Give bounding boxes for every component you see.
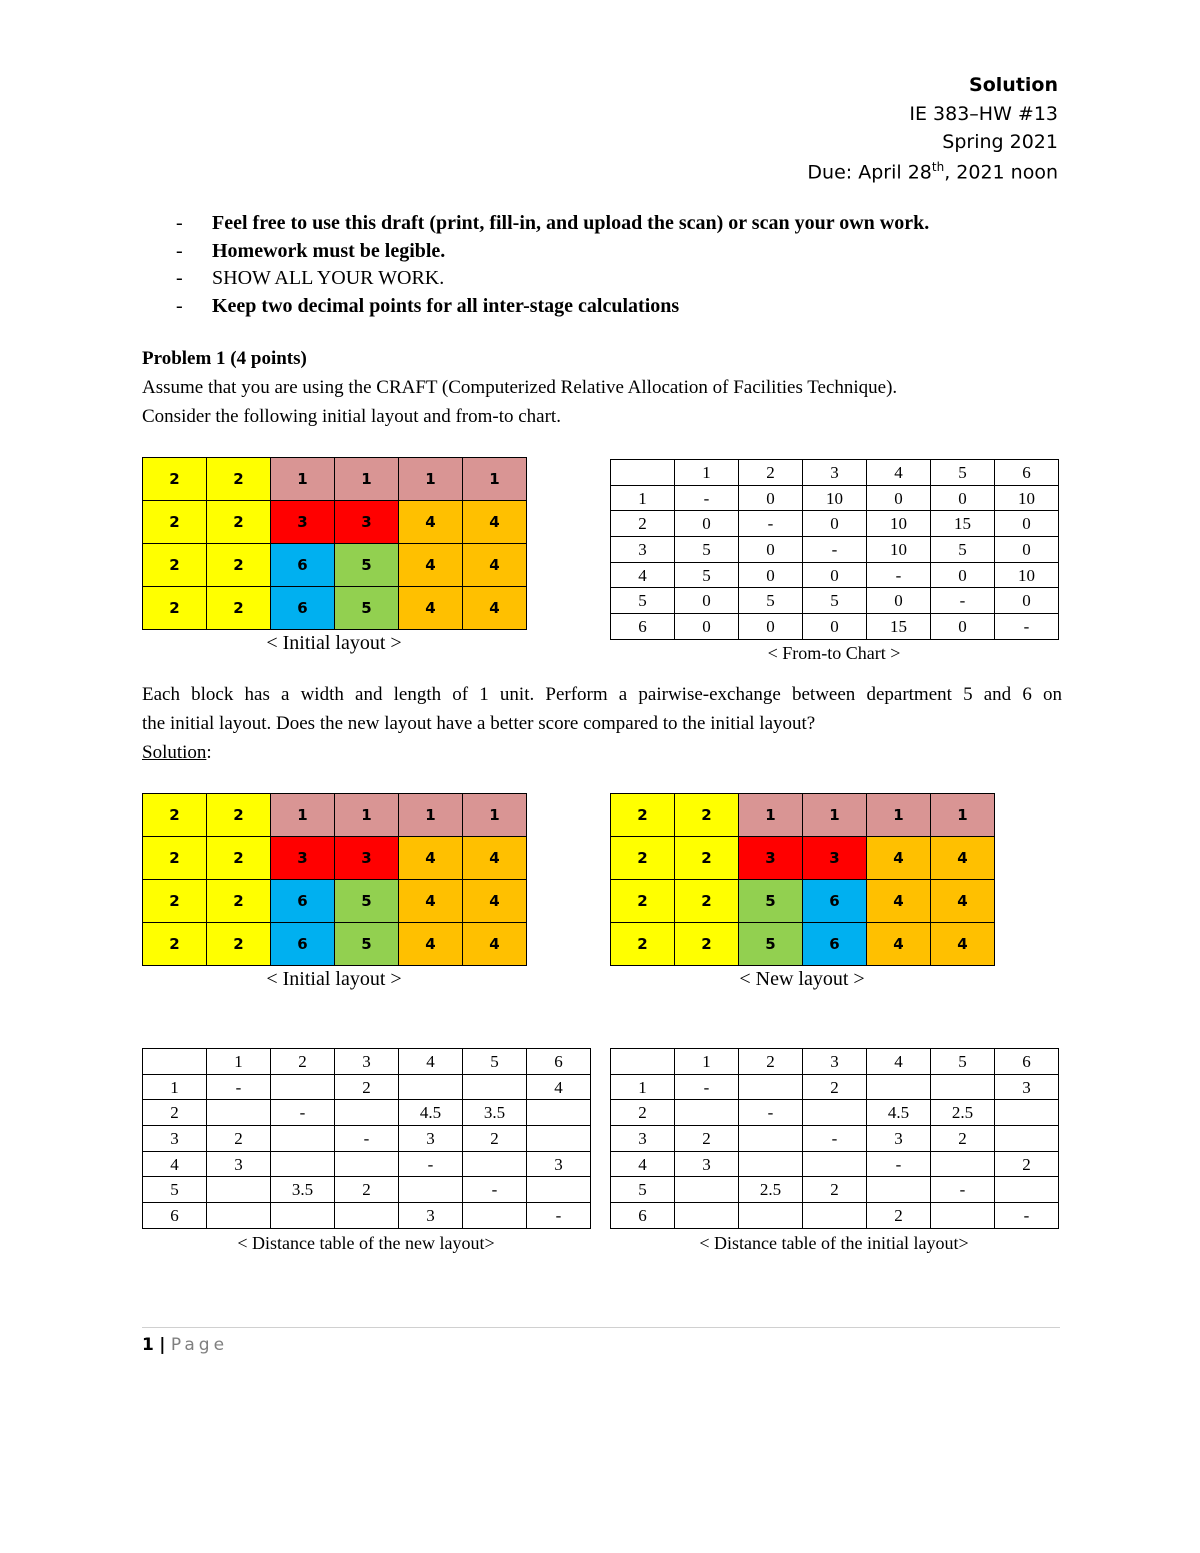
layout-row xyxy=(143,880,527,923)
layout-cell: 1 xyxy=(803,794,867,837)
layout-cell: 4 xyxy=(931,923,995,966)
problem-intro-line2: Consider the following initial layout and from-to chart. xyxy=(142,406,561,427)
table-cell: 0 xyxy=(739,485,803,511)
table-cell: 0 xyxy=(931,614,995,640)
table-cell: - xyxy=(995,614,1059,640)
table-cell xyxy=(527,1177,591,1203)
table-header-cell: 4 xyxy=(143,1151,207,1177)
table-cell: - xyxy=(995,1203,1059,1229)
table-row xyxy=(611,485,1059,511)
table-cell: - xyxy=(675,485,739,511)
table-cell: 3 xyxy=(207,1151,271,1177)
table-header-cell: 3 xyxy=(611,537,675,563)
layout-cell: 4 xyxy=(463,923,527,966)
course-label: IE 383–HW #13 xyxy=(909,103,1058,125)
table-header-cell: 4 xyxy=(611,1151,675,1177)
layout-cell: 2 xyxy=(207,880,271,923)
table-cell: 2 xyxy=(931,1126,995,1152)
layout-cell: 5 xyxy=(335,544,399,587)
layout-cell: 5 xyxy=(739,880,803,923)
table-cell xyxy=(335,1100,399,1126)
solution-initial-caption: < Initial layout > xyxy=(266,968,402,990)
distance-table-initial xyxy=(610,1048,1059,1229)
table-row xyxy=(611,1074,1059,1100)
initial-layout-caption: < Initial layout > xyxy=(266,632,402,654)
table-cell xyxy=(399,1074,463,1100)
layout-cell: 1 xyxy=(463,794,527,837)
term-label: Spring 2021 xyxy=(942,131,1058,153)
table-row xyxy=(143,1203,591,1229)
table-cell: 0 xyxy=(739,562,803,588)
table-cell: - xyxy=(527,1203,591,1229)
layout-cell: 5 xyxy=(739,923,803,966)
layout-cell: 2 xyxy=(143,501,207,544)
table-cell: 0 xyxy=(995,588,1059,614)
from-to-caption: < From-to Chart > xyxy=(767,643,901,663)
layout-cell: 4 xyxy=(463,880,527,923)
table-header-cell xyxy=(611,460,675,486)
table-cell: 2 xyxy=(335,1177,399,1203)
instruction-text: Keep two decimal points for all inter-stage calculations xyxy=(212,294,680,317)
table-cell xyxy=(527,1126,591,1152)
table-header-cell: 5 xyxy=(143,1177,207,1203)
table-cell: 15 xyxy=(931,511,995,537)
table-cell xyxy=(931,1203,995,1229)
table-header-cell xyxy=(611,1049,675,1075)
layout-cell: 2 xyxy=(143,794,207,837)
layout-row xyxy=(143,794,527,837)
layout-cell: 2 xyxy=(207,794,271,837)
table-cell: 5 xyxy=(739,588,803,614)
table-header-cell: 2 xyxy=(739,1049,803,1075)
footer-separator: | xyxy=(159,1335,166,1355)
instruction-text: SHOW ALL YOUR WORK. xyxy=(212,267,445,289)
table-cell: 2 xyxy=(995,1151,1059,1177)
table-cell: 2 xyxy=(803,1074,867,1100)
table-row xyxy=(143,1151,591,1177)
table-cell: 2 xyxy=(867,1203,931,1229)
table-cell xyxy=(335,1203,399,1229)
table-cell: 15 xyxy=(867,614,931,640)
layout-cell: 3 xyxy=(739,837,803,880)
table-cell: 0 xyxy=(739,537,803,563)
table-cell: 0 xyxy=(739,614,803,640)
table-cell: - xyxy=(803,537,867,563)
layout-cell: 5 xyxy=(335,880,399,923)
table-cell xyxy=(867,1074,931,1100)
table-header-row xyxy=(611,460,1059,486)
layout-cell: 4 xyxy=(399,501,463,544)
layout-row xyxy=(143,837,527,880)
layout-row xyxy=(143,923,527,966)
table-header-cell: 2 xyxy=(271,1049,335,1075)
layout-cell: 2 xyxy=(611,837,675,880)
problem-title: Problem 1 (4 points) xyxy=(142,348,307,369)
table-cell: 0 xyxy=(803,511,867,537)
table-row xyxy=(611,588,1059,614)
table-row xyxy=(611,614,1059,640)
layout-cell: 4 xyxy=(463,837,527,880)
layout-cell: 5 xyxy=(335,923,399,966)
table-cell: - xyxy=(803,1126,867,1152)
table-cell: 4 xyxy=(527,1074,591,1100)
table-header-cell: 3 xyxy=(803,1049,867,1075)
layout-cell: 2 xyxy=(675,837,739,880)
table-cell: 5 xyxy=(675,562,739,588)
layout-cell: 4 xyxy=(867,880,931,923)
table-header-cell: 5 xyxy=(611,588,675,614)
table-cell: - xyxy=(335,1126,399,1152)
table-header-cell: 1 xyxy=(611,1074,675,1100)
table-cell: - xyxy=(207,1074,271,1100)
table-cell: 0 xyxy=(803,614,867,640)
table-cell: 0 xyxy=(995,511,1059,537)
solution-label: Solution: xyxy=(142,742,212,763)
layout-cell: 1 xyxy=(335,458,399,501)
question-line2: the initial layout. Does the new layout have a better score compared to the initial layout? xyxy=(142,713,816,734)
table-cell: 3 xyxy=(995,1074,1059,1100)
layout-cell: 2 xyxy=(675,794,739,837)
layout-cell: 2 xyxy=(143,880,207,923)
layout-row xyxy=(611,837,995,880)
table-row xyxy=(611,1203,1059,1229)
table-cell xyxy=(207,1177,271,1203)
table-cell xyxy=(675,1177,739,1203)
table-cell xyxy=(463,1074,527,1100)
table-cell: 5 xyxy=(931,537,995,563)
table-row xyxy=(143,1177,591,1203)
due-date xyxy=(807,160,1058,183)
table-header-cell: 1 xyxy=(143,1074,207,1100)
table-cell: 0 xyxy=(675,614,739,640)
table-header-cell: 2 xyxy=(739,460,803,486)
table-cell xyxy=(207,1100,271,1126)
table-cell: 5 xyxy=(675,537,739,563)
solution-initial-layout-grid xyxy=(142,793,527,966)
table-cell xyxy=(803,1203,867,1229)
table-row xyxy=(611,1126,1059,1152)
table-cell: 4.5 xyxy=(399,1100,463,1126)
table-cell xyxy=(271,1074,335,1100)
page-footer xyxy=(142,1335,228,1355)
layout-cell: 4 xyxy=(399,880,463,923)
table-cell: 3 xyxy=(867,1126,931,1152)
table-cell xyxy=(271,1126,335,1152)
layout-cell: 6 xyxy=(803,923,867,966)
instruction-item: - Homework must be legible. xyxy=(176,239,446,262)
table-cell xyxy=(463,1151,527,1177)
layout-cell: 1 xyxy=(271,794,335,837)
table-header-cell: 5 xyxy=(931,460,995,486)
instruction-item: - SHOW ALL YOUR WORK. xyxy=(176,267,445,289)
layout-cell: 2 xyxy=(207,458,271,501)
table-row xyxy=(611,511,1059,537)
table-cell: - xyxy=(739,1100,803,1126)
table-header-cell: 1 xyxy=(611,485,675,511)
solution-label-text: Solution xyxy=(142,742,207,763)
table-cell: 2.5 xyxy=(931,1100,995,1126)
table-row xyxy=(143,1126,591,1152)
table-row xyxy=(143,1074,591,1100)
layout-row xyxy=(611,880,995,923)
instruction-text: Feel free to use this draft (print, fill-in, and upload the scan) or scan your own work. xyxy=(212,212,930,234)
layout-row xyxy=(611,923,995,966)
due-prefix: Due: April 28 xyxy=(807,161,932,184)
table-cell: 0 xyxy=(675,511,739,537)
problem-intro-line1: Assume that you are using the CRAFT (Computerized Relative Allocation of Facilities Technique). xyxy=(142,377,898,398)
table-header-cell: 6 xyxy=(527,1049,591,1075)
layout-cell: 4 xyxy=(931,837,995,880)
table-cell xyxy=(739,1203,803,1229)
table-header-cell: 3 xyxy=(335,1049,399,1075)
layout-cell: 3 xyxy=(803,837,867,880)
table-cell: 2 xyxy=(675,1126,739,1152)
table-header-cell: 5 xyxy=(931,1049,995,1075)
table-cell: 10 xyxy=(995,485,1059,511)
instruction-text: Homework must be legible. xyxy=(212,239,446,262)
layout-cell: 2 xyxy=(675,880,739,923)
table-cell: 0 xyxy=(675,588,739,614)
table-row xyxy=(611,1151,1059,1177)
layout-cell: 4 xyxy=(399,837,463,880)
table-cell xyxy=(803,1151,867,1177)
table-row xyxy=(611,1100,1059,1126)
layout-cell: 1 xyxy=(739,794,803,837)
table-header-cell: 4 xyxy=(867,1049,931,1075)
table-cell xyxy=(271,1151,335,1177)
layout-cell: 1 xyxy=(399,794,463,837)
table-header-cell: 4 xyxy=(399,1049,463,1075)
table-cell xyxy=(675,1203,739,1229)
layout-cell: 4 xyxy=(463,587,527,630)
layout-cell: 3 xyxy=(335,837,399,880)
layout-row xyxy=(143,587,527,630)
distance-initial-caption: < Distance table of the initial layout> xyxy=(699,1233,969,1253)
table-row xyxy=(611,1177,1059,1203)
table-cell xyxy=(803,1100,867,1126)
footer-divider xyxy=(142,1327,1060,1328)
layout-cell: 5 xyxy=(335,587,399,630)
table-cell xyxy=(739,1126,803,1152)
table-cell xyxy=(867,1177,931,1203)
table-cell: 3 xyxy=(399,1203,463,1229)
layout-cell: 3 xyxy=(271,837,335,880)
page-number: 1 xyxy=(142,1335,154,1355)
layout-cell: 2 xyxy=(143,923,207,966)
table-cell xyxy=(995,1126,1059,1152)
table-header-cell: 3 xyxy=(803,460,867,486)
layout-cell: 4 xyxy=(867,837,931,880)
table-cell: - xyxy=(399,1151,463,1177)
layout-cell: 2 xyxy=(675,923,739,966)
instructions-list xyxy=(142,212,1082,322)
layout-cell: 1 xyxy=(867,794,931,837)
table-header-cell: 2 xyxy=(611,511,675,537)
table-cell: 2 xyxy=(803,1177,867,1203)
table-cell: - xyxy=(271,1100,335,1126)
table-cell: 3 xyxy=(527,1151,591,1177)
layout-cell: 6 xyxy=(271,544,335,587)
table-cell: 2 xyxy=(463,1126,527,1152)
table-cell xyxy=(463,1203,527,1229)
layout-cell: 6 xyxy=(271,587,335,630)
layout-cell: 4 xyxy=(867,923,931,966)
table-header-cell: 6 xyxy=(143,1203,207,1229)
layout-cell: 2 xyxy=(207,837,271,880)
table-cell xyxy=(995,1177,1059,1203)
table-row xyxy=(611,537,1059,563)
layout-cell: 2 xyxy=(611,880,675,923)
layout-cell: 6 xyxy=(803,880,867,923)
table-cell: 3.5 xyxy=(463,1100,527,1126)
table-cell xyxy=(931,1151,995,1177)
table-cell: 10 xyxy=(803,485,867,511)
table-cell xyxy=(675,1100,739,1126)
table-cell: 2 xyxy=(335,1074,399,1100)
layout-cell: 4 xyxy=(463,544,527,587)
layout-cell: 6 xyxy=(271,923,335,966)
table-header-cell xyxy=(143,1049,207,1075)
layout-cell: 2 xyxy=(207,544,271,587)
initial-layout-grid xyxy=(142,457,527,630)
table-header-cell: 3 xyxy=(611,1126,675,1152)
layout-cell: 4 xyxy=(399,923,463,966)
table-cell xyxy=(995,1100,1059,1126)
table-header-cell: 6 xyxy=(995,460,1059,486)
table-cell: 5 xyxy=(803,588,867,614)
table-cell: 4.5 xyxy=(867,1100,931,1126)
table-cell: 3 xyxy=(675,1151,739,1177)
table-cell xyxy=(527,1100,591,1126)
new-layout-grid xyxy=(610,793,995,966)
layout-cell: 4 xyxy=(399,544,463,587)
page-word: Page xyxy=(170,1335,229,1355)
table-cell: 0 xyxy=(931,562,995,588)
table-cell: 0 xyxy=(867,485,931,511)
table-header-cell: 5 xyxy=(463,1049,527,1075)
table-cell xyxy=(931,1074,995,1100)
table-header-cell: 5 xyxy=(611,1177,675,1203)
table-row xyxy=(611,562,1059,588)
new-layout-caption: < New layout > xyxy=(739,968,865,990)
instruction-item: - Feel free to use this draft (print, fill-in, and upload the scan) or scan your own work. xyxy=(176,212,930,234)
table-header-cell: 2 xyxy=(611,1100,675,1126)
table-header-cell: 2 xyxy=(143,1100,207,1126)
table-cell: 0 xyxy=(995,537,1059,563)
table-cell: 3 xyxy=(399,1126,463,1152)
layout-cell: 1 xyxy=(335,794,399,837)
table-cell: 10 xyxy=(995,562,1059,588)
table-cell: - xyxy=(867,1151,931,1177)
layout-cell: 2 xyxy=(207,923,271,966)
table-row xyxy=(143,1100,591,1126)
table-cell xyxy=(739,1074,803,1100)
table-cell: 10 xyxy=(867,511,931,537)
table-cell xyxy=(739,1151,803,1177)
table-header-cell: 6 xyxy=(995,1049,1059,1075)
layout-cell: 2 xyxy=(143,458,207,501)
table-cell: 3.5 xyxy=(271,1177,335,1203)
table-header-cell: 1 xyxy=(675,460,739,486)
table-header-cell: 4 xyxy=(611,562,675,588)
table-cell: - xyxy=(675,1074,739,1100)
table-cell: - xyxy=(463,1177,527,1203)
layout-cell: 3 xyxy=(271,501,335,544)
layout-cell: 1 xyxy=(271,458,335,501)
table-cell xyxy=(207,1203,271,1229)
distance-table-new xyxy=(142,1048,591,1229)
layout-row xyxy=(143,458,527,501)
table-cell: - xyxy=(867,562,931,588)
table-cell: 0 xyxy=(803,562,867,588)
table-cell: 0 xyxy=(867,588,931,614)
table-cell: 0 xyxy=(931,485,995,511)
due-sup: th xyxy=(931,160,945,174)
layout-cell: 6 xyxy=(271,880,335,923)
table-cell: - xyxy=(931,1177,995,1203)
layout-row xyxy=(143,544,527,587)
table-header-cell: 1 xyxy=(675,1049,739,1075)
layout-cell: 4 xyxy=(399,587,463,630)
table-cell xyxy=(335,1151,399,1177)
instruction-item: - Keep two decimal points for all inter-stage calculations xyxy=(176,294,680,317)
layout-cell: 1 xyxy=(463,458,527,501)
table-cell: 2 xyxy=(207,1126,271,1152)
layout-cell: 3 xyxy=(335,501,399,544)
table-cell xyxy=(271,1203,335,1229)
layout-cell: 2 xyxy=(143,544,207,587)
table-cell xyxy=(399,1177,463,1203)
layout-cell: 2 xyxy=(143,587,207,630)
layout-row xyxy=(611,794,995,837)
layout-cell: 1 xyxy=(931,794,995,837)
table-header-cell: 6 xyxy=(611,614,675,640)
due-suffix: , 2021 noon xyxy=(944,161,1058,184)
layout-cell: 2 xyxy=(143,837,207,880)
layout-row xyxy=(143,501,527,544)
layout-cell: 2 xyxy=(207,501,271,544)
table-header-cell: 6 xyxy=(611,1203,675,1229)
doc-title: Solution xyxy=(969,74,1058,96)
table-cell: - xyxy=(739,511,803,537)
table-cell: - xyxy=(931,588,995,614)
from-to-chart xyxy=(610,459,1059,640)
table-cell: 2.5 xyxy=(739,1177,803,1203)
table-header-cell: 1 xyxy=(207,1049,271,1075)
layout-cell: 2 xyxy=(611,794,675,837)
table-header-row xyxy=(611,1049,1059,1075)
layout-cell: 1 xyxy=(399,458,463,501)
layout-cell: 4 xyxy=(463,501,527,544)
distance-new-caption: < Distance table of the new layout> xyxy=(237,1233,495,1253)
layout-cell: 2 xyxy=(207,587,271,630)
question-line1: Each block has a width and length of 1 unit. Perform a pairwise-exchange between department 5 and 6 on xyxy=(142,684,1062,705)
table-header-cell: 3 xyxy=(143,1126,207,1152)
table-cell: 10 xyxy=(867,537,931,563)
table-header-row xyxy=(143,1049,591,1075)
layout-cell: 4 xyxy=(931,880,995,923)
layout-cell: 2 xyxy=(611,923,675,966)
table-header-cell: 4 xyxy=(867,460,931,486)
